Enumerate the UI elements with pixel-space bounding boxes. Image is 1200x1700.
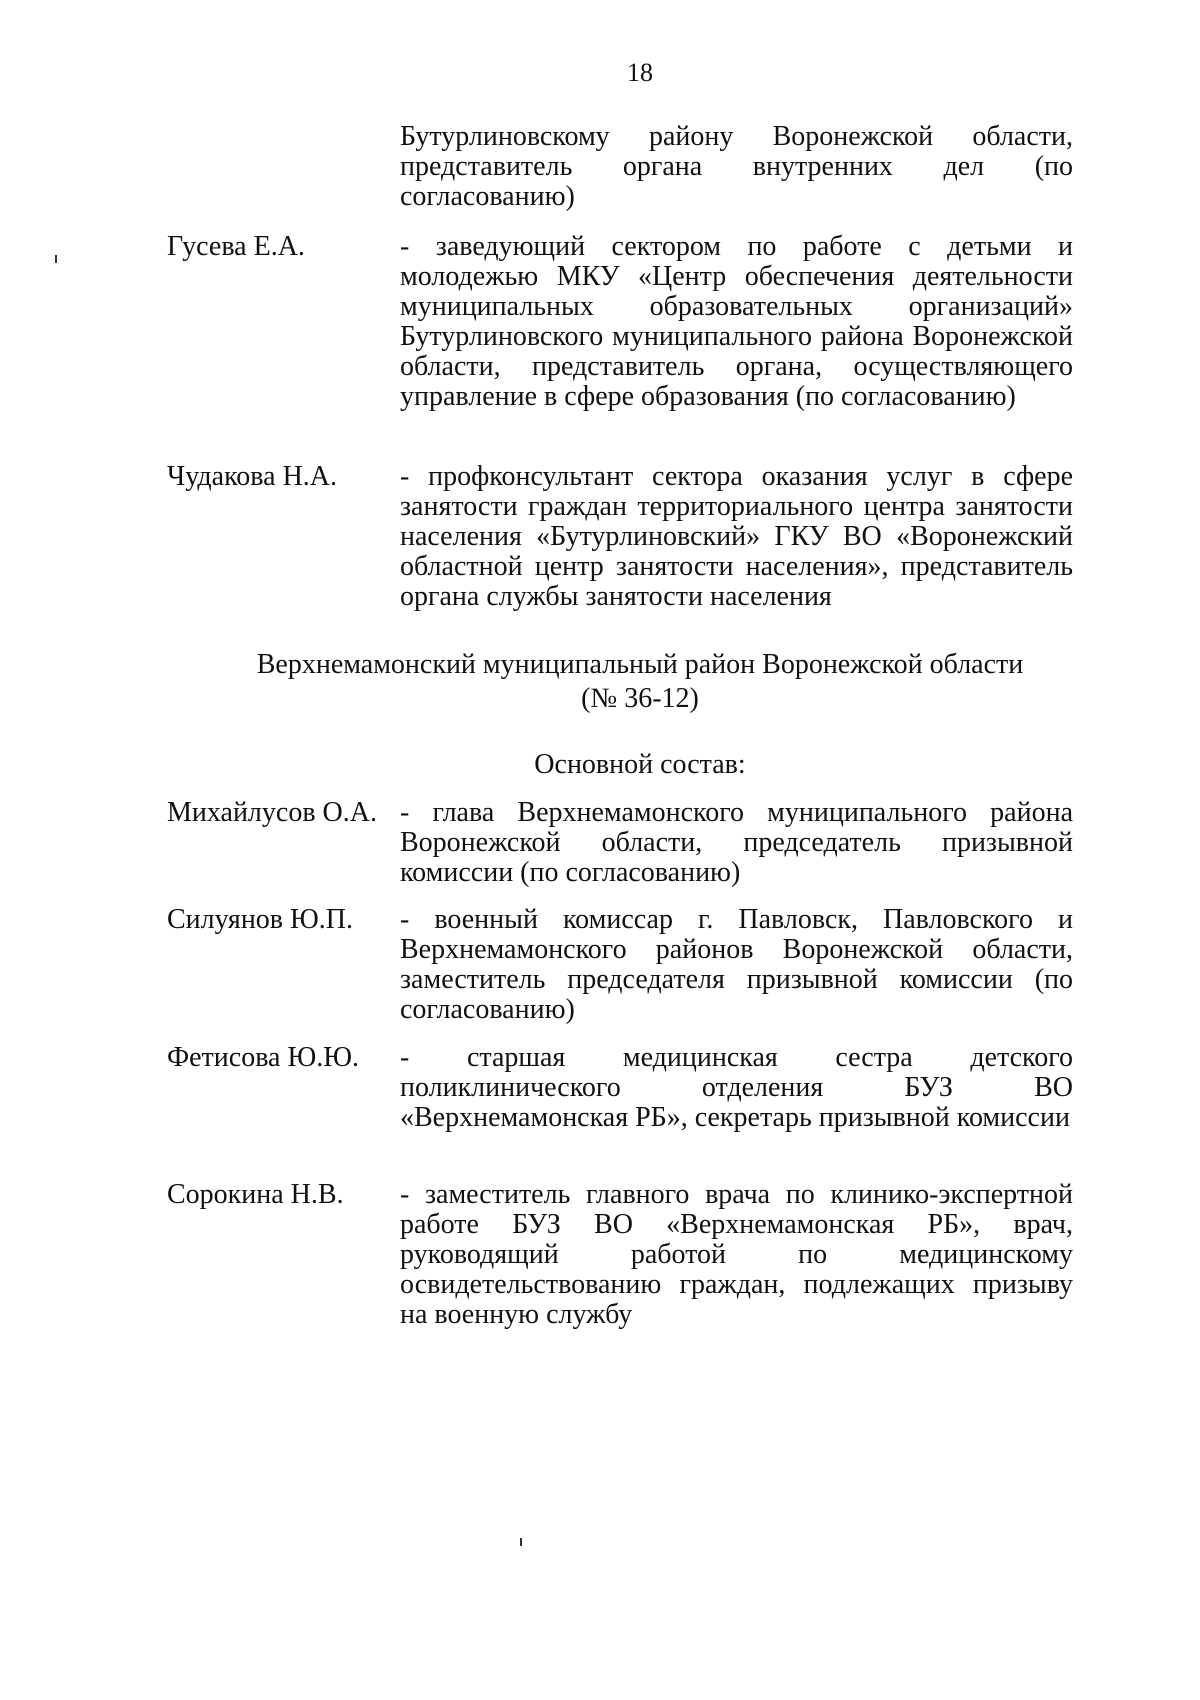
continuation-text: Бутурлиновскому району Воронежской области, представитель органа внутренних дел (по согласованию) (400, 121, 1073, 212)
member-name-fetisova: Фетисова Ю.Ю. (167, 1042, 360, 1073)
scan-speck (55, 255, 57, 263)
scan-speck (520, 1538, 522, 1546)
member-description-fetisova: - старшая медицинская сестра детского поликлинического отделения БУЗ ВО «Верхнемамонская РБ», секретарь призывной комиссии (400, 1042, 1073, 1133)
member-name-sorokina: Сорокина Н.В. (167, 1179, 344, 1210)
member-description-mikhaylusov: - глава Верхнемамонского муниципального района Воронежской области, председатель призывной комиссии (по согласованию) (400, 797, 1073, 888)
member-name-mikhaylusov: Михайлусов О.А. (167, 797, 377, 828)
member-name-guseva: Гусева Е.А. (167, 231, 305, 262)
page-number: 18 (627, 58, 653, 87)
member-name-chudakova: Чудакова Н.А. (167, 461, 338, 492)
member-description-guseva: - заведующий сектором по работе с детьми и молодежью МКУ «Центр обеспечения деятельности муниципальных образовательных организаций» Бутурлиновского муниципального района Воронежской области, представитель органа, осуществляющего управление в сфере образования (по согласованию) (400, 231, 1073, 412)
subsection-title: Основной состав: (534, 749, 746, 780)
member-description-chudakova: - профконсультант сектора оказания услуг в сфере занятости граждан территориального центра занятости населения «Бутурлиновский» ГКУ ВО «Воронежский областной центр занятости населения», представитель органа службы занятости населения (400, 461, 1073, 612)
member-description-siluyanov: - военный комиссар г. Павловск, Павловского и Верхнемамонского районов Воронежской области, заместитель председателя призывной комиссии (по согласованию) (400, 904, 1073, 1025)
member-description-sorokina: - заместитель главного врача по клинико-экспертной работе БУЗ ВО «Верхнемамонская РБ», врач, руководящий работой по медицинскому освидетельствованию граждан, подлежащих призыву на военную службу (400, 1179, 1073, 1330)
section-title: Верхнемамонский муниципальный район Воронежской области (256, 649, 1024, 680)
section-number: (№ 36-12) (581, 683, 699, 714)
member-name-siluyanov: Силуянов Ю.П. (167, 904, 354, 935)
